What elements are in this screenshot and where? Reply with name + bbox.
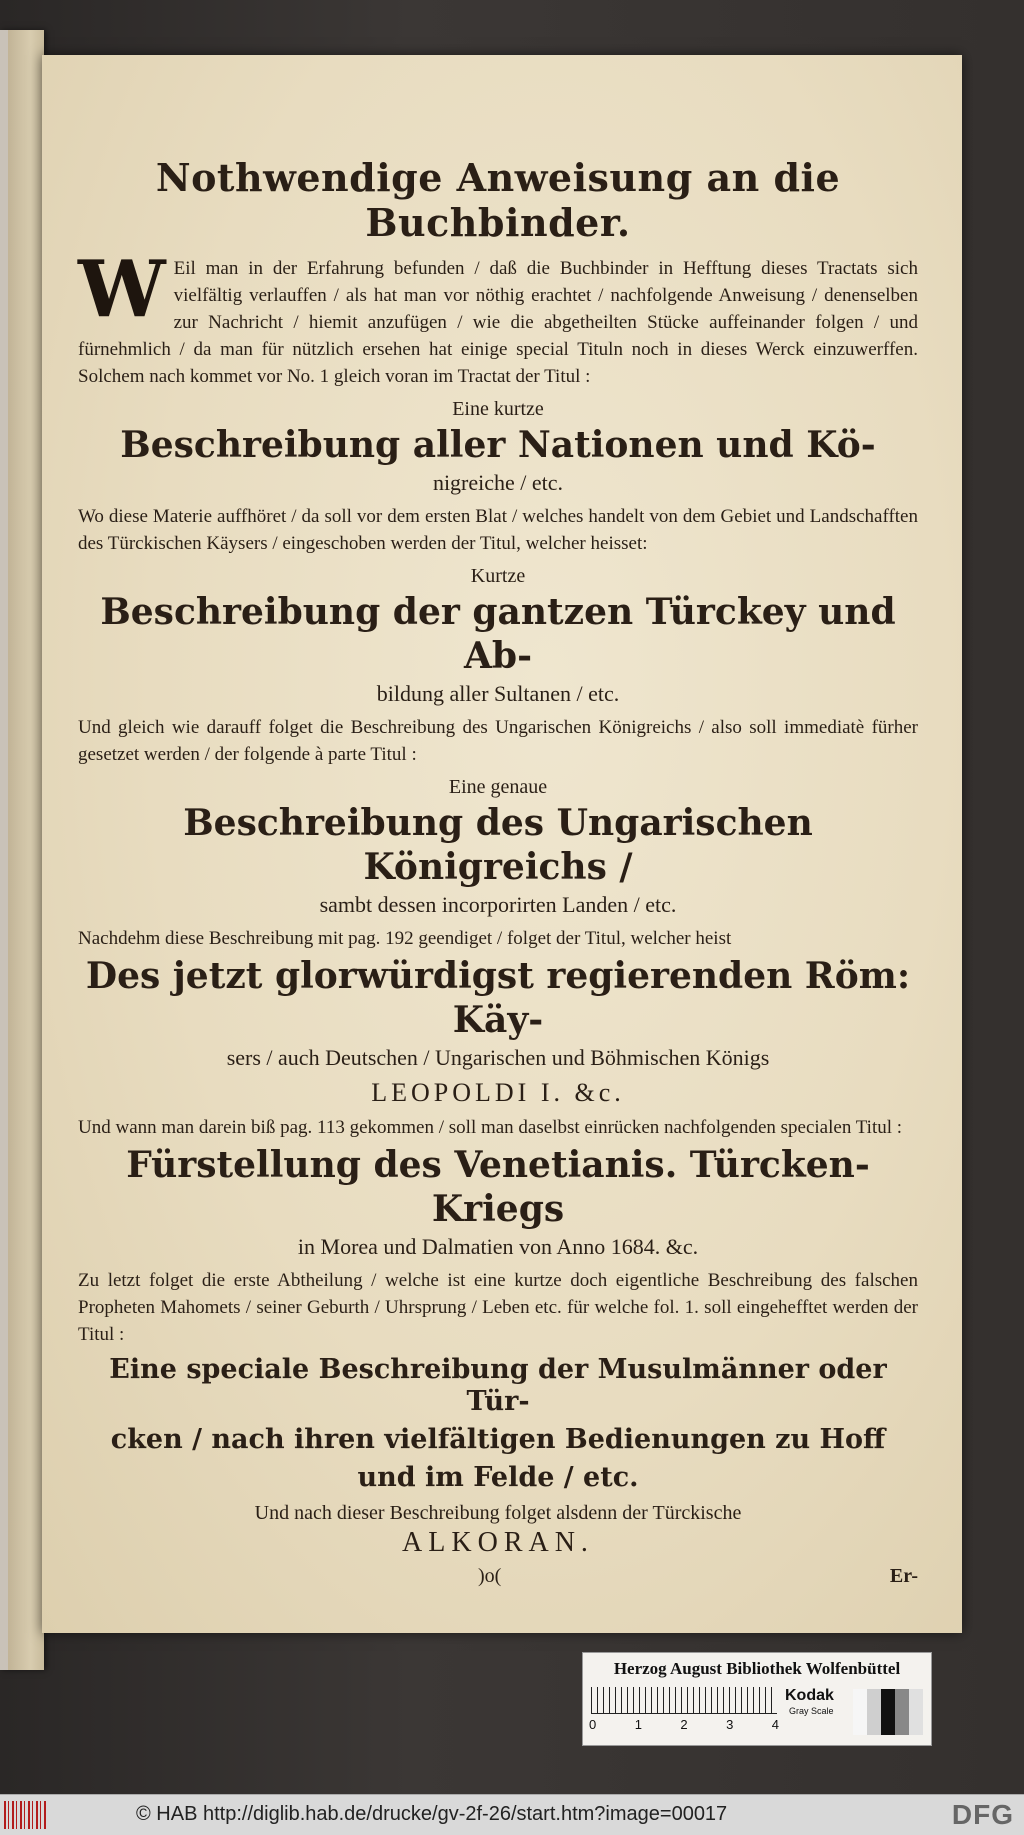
catchword: Er- — [889, 1565, 918, 1587]
section6-title-line1: Eine speciale Beschreibung der Musulmänner oder Tür- — [109, 1354, 887, 1417]
section4-caps: LEOPOLDI I. &c. — [371, 1078, 625, 1107]
ruler-scale — [591, 1687, 777, 1714]
section6-paragraph: Und nach dieser Beschreibung folget alsdenn der Türckische — [254, 1502, 742, 1524]
ruler-number: 3 — [726, 1717, 734, 1732]
section2-title: Beschreibung der gantzen Türckey und Ab- — [100, 591, 896, 677]
copyright-link[interactable]: © HAB http://diglib.hab.de/drucke/gv-2f-26/start.htm?image=00017 — [136, 1803, 728, 1825]
intro-paragraph — [78, 244, 918, 390]
section5-subtitle: in Morea und Dalmatien von Anno 1684. &c. — [297, 1234, 699, 1259]
intro-text: Eil man in der Erfahrung befunden / daß die Buchbinder in Hefftung dieses Tractats sich vielfältig verlauffen / als hat man vor nöthig erachtet / nachfolgende Anweisung / denenselben zur Nachricht / hiemit anzufügen / wie die abgetheilten Stücke auffeinander folgen / und fürnehmlich / da man für nützlich ersehen hat einige special Tituln noch in dieses Werck einzuwerffen. Solchem nach kommet vor No. 1 gleich voran im Tractat der Titul : — [78, 258, 918, 387]
section4-subtitle: sers / auch Deutschen / Ungarischen und Böhmischen Königs — [226, 1045, 770, 1070]
page-title: Nothwendige Anweisung an die Buchbinder. — [155, 155, 841, 245]
drop-cap: W — [78, 244, 166, 335]
ruler-number: 0 — [589, 1717, 597, 1732]
section5-title: Fürstellung des Venetianis. Türcken-Kriegs — [126, 1144, 870, 1230]
section6-title-line2: cken / nach ihren vielfältigen Bedienungen zu Hoff — [110, 1424, 886, 1455]
gray-scale-label: Gray Scale — [789, 1706, 834, 1716]
ruler-number: 2 — [680, 1717, 688, 1732]
signature-mark: )o( — [478, 1565, 502, 1587]
section6-title-line3: und im Felde / etc. — [357, 1462, 639, 1493]
section1-subtitle: nigreiche / etc. — [432, 470, 564, 495]
barcode-icon — [4, 1801, 46, 1829]
section4-paragraph: Und wann man darein biß pag. 113 gekommen / soll man daselbst einrücken nachfolgenden specialen Titul : — [78, 1117, 903, 1138]
gray-patches — [853, 1689, 923, 1735]
section3-subtitle: sambt dessen incorporirten Landen / etc. — [319, 892, 677, 917]
page-content — [78, 155, 918, 1595]
section3-paragraph: Nachdehm diese Beschreibung mit pag. 192 geendiget / folget der Titul, welcher heist — [78, 928, 732, 949]
kodak-logo: Kodak — [785, 1687, 834, 1704]
color-calibration-card — [582, 1652, 932, 1746]
section1-small-heading: Eine kurtze — [452, 398, 544, 420]
dfg-logo: DFG — [951, 1799, 1014, 1830]
section1-paragraph: Wo diese Materie auffhöret / da soll vor dem ersten Blat / welches handelt von dem Gebiet und Landschafften des Türckischen Käysers / eingeschoben werden der Titul, welcher heisset: — [78, 506, 918, 554]
library-name: Herzog August Bibliothek Wolfenbüttel — [613, 1659, 901, 1678]
section2-subtitle: bildung aller Sultanen / etc. — [376, 681, 620, 706]
section3-title: Beschreibung des Ungarischen Königreichs / — [183, 802, 813, 888]
ruler-number: 1 — [634, 1717, 642, 1732]
section2-small-heading: Kurtze — [470, 565, 526, 587]
section1-title: Beschreibung aller Nationen und Kö- — [120, 424, 876, 466]
section4-title: Des jetzt glorwürdigst regierenden Röm: Käy- — [85, 955, 911, 1041]
page-footer — [78, 1565, 918, 1595]
alkoran-heading: ALKORAN. — [402, 1527, 594, 1558]
section3-small-heading: Eine genaue — [448, 776, 548, 798]
section5-paragraph: Zu letzt folget die erste Abtheilung / welche ist eine kurtze doch eigentliche Beschreibung des falschen Propheten Mahomets / seiner Geburth / Uhrsprung / Leben etc. für welche fol. 1. soll eingehefftet werden der Titul : — [78, 1270, 918, 1345]
document-page — [42, 55, 962, 1633]
ruler-numbers — [589, 1717, 779, 1732]
footer-bar — [0, 1794, 1024, 1835]
page-spine — [0, 30, 8, 1670]
section2-paragraph: Und gleich wie darauff folget die Beschreibung des Ungarischen Königreichs / also soll immediatè fürher gesetzet werden / der folgende à parte Titul : — [78, 717, 918, 765]
ruler-number: 4 — [771, 1717, 779, 1732]
previous-page-edge — [0, 30, 44, 1670]
